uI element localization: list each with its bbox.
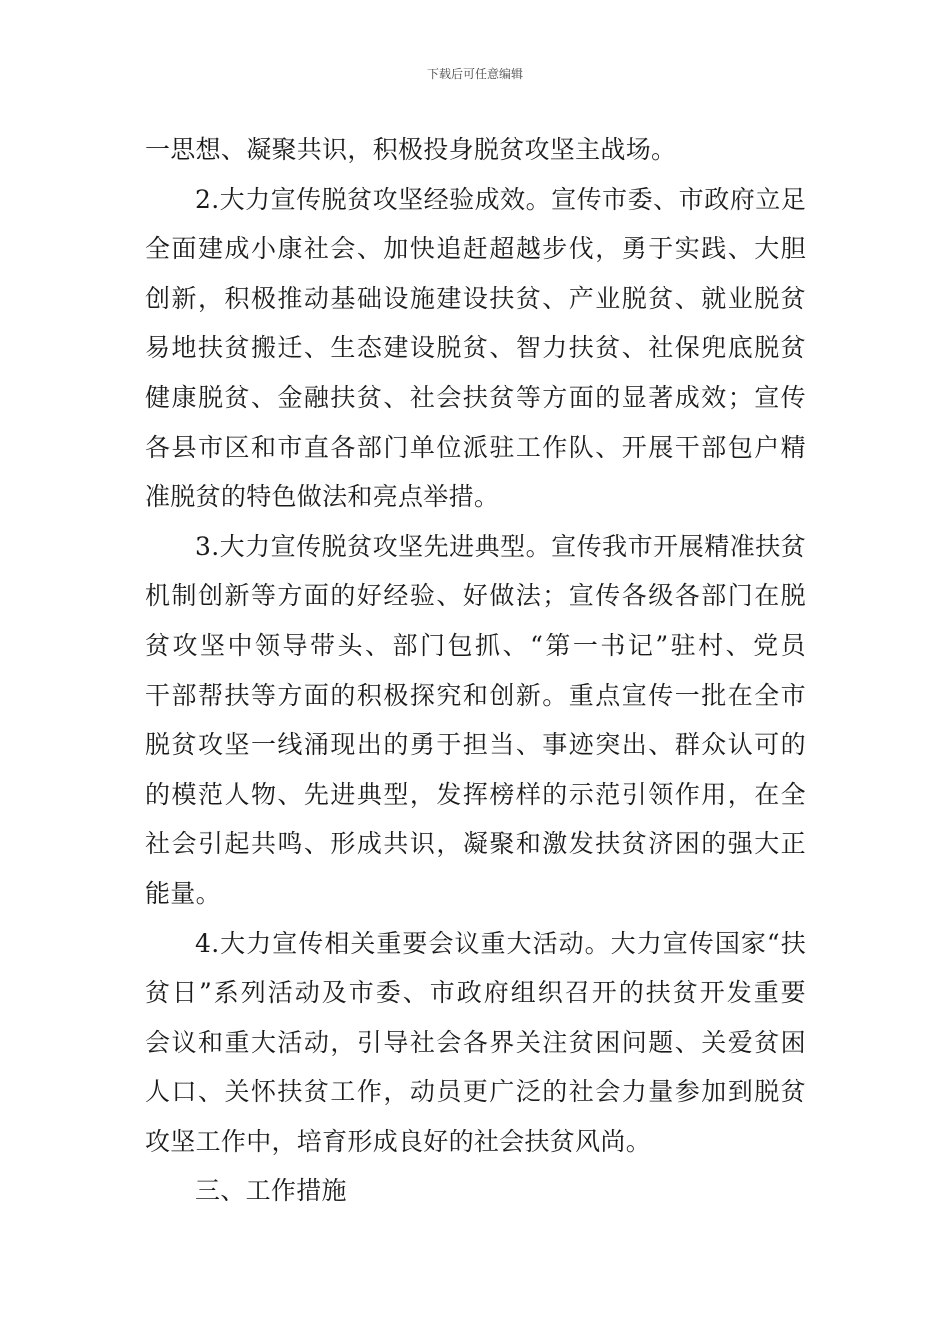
text-line: 的模范人物、先进典型，发挥榜样的示范引领作用，在全 — [145, 779, 806, 809]
text-line: 能量。 — [145, 878, 221, 908]
page-header-note: 下载后可任意编辑 — [426, 67, 523, 81]
text-line: 贫日”系列活动及市委、市政府组织召开的扶贫开发重要 — [145, 978, 806, 1008]
text-line: 易地扶贫搬迁、生态建设脱贫、智力扶贫、社保兜底脱贫 — [145, 333, 806, 363]
text-line: 全面建成小康社会、加快追赶超越步伐，勇于实践、大胆 — [145, 234, 806, 264]
text-line: 3.大力宣传脱贫攻坚先进典型。宣传我市开展精准扶贫 — [195, 531, 806, 561]
text-line: 一思想、凝聚共识，积极投身脱贫攻坚主战场。 — [145, 135, 677, 164]
text-line: 会议和重大活动，引导社会各界关注贫困问题、关爱贫困 — [145, 1027, 806, 1057]
text-line: 人口、关怀扶贫工作，动员更广泛的社会力量参加到脱贫 — [145, 1077, 806, 1107]
text-line: 创新，积极推动基础设施建设扶贫、产业脱贫、就业脱贫 — [145, 283, 806, 313]
text-line: 三、工作措施 — [195, 1176, 347, 1206]
text-line: 社会引起共鸣、形成共识，凝聚和激发扶贫济困的强大正 — [145, 829, 806, 859]
text-line: 攻坚工作中，培育形成良好的社会扶贫风尚。 — [145, 1126, 652, 1156]
text-line: 健康脱贫、金融扶贫、社会扶贫等方面的显著成效；宣传 — [145, 382, 806, 412]
text-line: 机制创新等方面的好经验、好做法；宣传各级各部门在脱 — [145, 581, 806, 611]
text-line: 4.大力宣传相关重要会议重大活动。大力宣传国家“扶 — [195, 928, 806, 958]
text-line: 各县市区和市直各部门单位派驻工作队、开展干部包户精 — [145, 432, 806, 462]
text-line: 准脱贫的特色做法和亮点举措。 — [145, 482, 500, 512]
text-line: 干部帮扶等方面的积极探究和创新。重点宣传一批在全市 — [145, 680, 806, 710]
text-line: 贫攻坚中领导带头、部门包抓、“第一书记”驻村、党员 — [145, 630, 806, 660]
text-line: 2.大力宣传脱贫攻坚经验成效。宣传市委、市政府立足 — [195, 184, 806, 214]
text-line: 脱贫攻坚一线涌现出的勇于担当、事迹突出、群众认可的 — [145, 730, 806, 760]
body-text — [145, 125, 806, 1216]
